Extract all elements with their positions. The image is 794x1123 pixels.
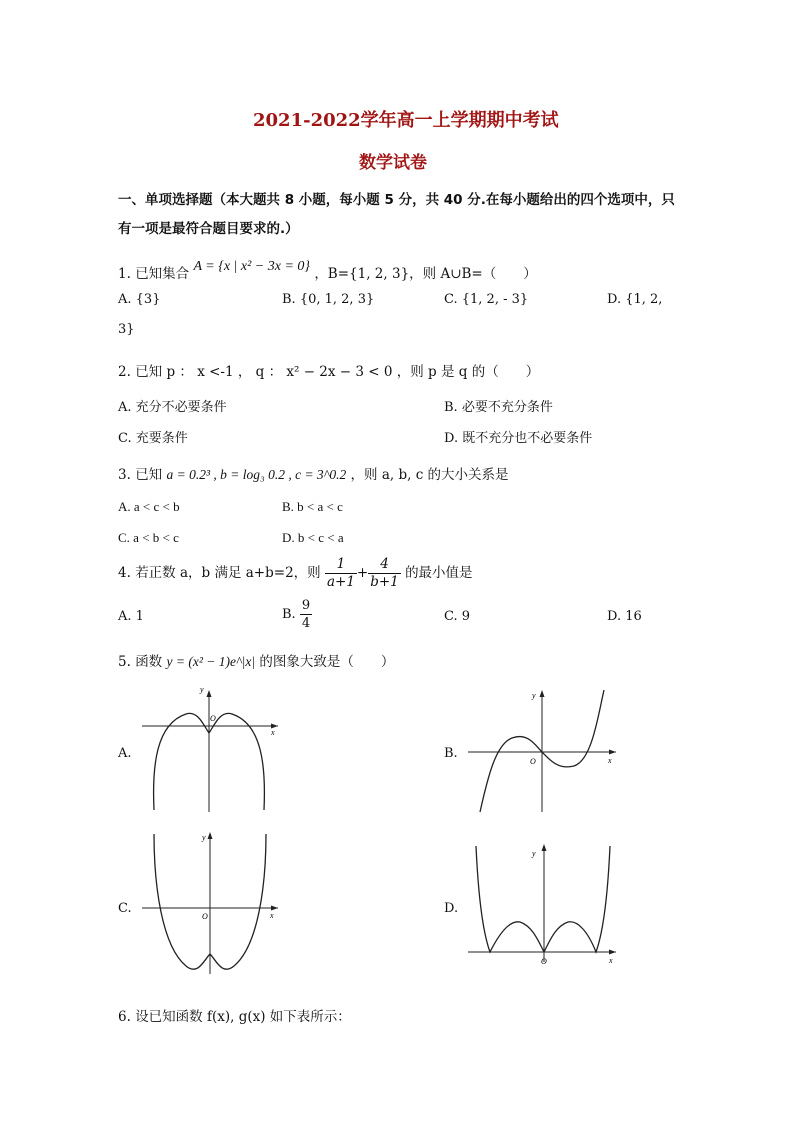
section-heading-line1: 一、单项选择题（本大题共 8 小题，每小题 5 分，共 40 分.在每小题给出的四个选项中，只 <box>118 192 675 208</box>
fraction-denominator: 4 <box>301 616 311 631</box>
option-a: A. 1 <box>118 609 144 624</box>
page-subtitle: 数学试卷 <box>359 153 427 173</box>
question-number: 1. <box>118 266 131 282</box>
option-d-continued: 3} <box>118 322 135 337</box>
graph-c <box>140 826 280 976</box>
fraction-numerator: 1 <box>325 556 357 574</box>
comparison-expression: a = 0.2³ , b = log₃ 0.2 , c = 3^0.2 <box>166 467 347 482</box>
fraction-2 <box>368 556 401 591</box>
origin-label: O <box>530 757 536 766</box>
option-d: D. 16 <box>607 609 642 624</box>
graph-d <box>466 840 618 964</box>
option-a: A. 充分不必要条件 <box>118 400 227 415</box>
function-expression: y = (x² − 1)e^|x| <box>166 654 256 669</box>
x-axis-arrow <box>609 950 616 955</box>
question-text: 已知 <box>135 467 163 483</box>
y-axis-label: y <box>200 686 204 694</box>
question-2 <box>118 360 539 380</box>
origin-label: O <box>210 714 216 723</box>
graph-label-a: A. <box>118 746 132 761</box>
option-b: B. {0, 1, 2, 3} <box>282 292 375 307</box>
fraction-1 <box>325 556 357 591</box>
option-b <box>282 597 312 632</box>
x-axis-label: x <box>270 911 274 920</box>
option-b: B. b < a < c <box>282 499 343 514</box>
page-title: 2021-2022学年高一上学期期中考试 <box>253 110 559 131</box>
y-axis-arrow <box>208 832 213 839</box>
option-c: C. {1, 2, - 3} <box>444 292 529 307</box>
question-text: ，则 a, b, c 的大小关系是 <box>350 467 509 483</box>
option-d: D. {1, 2, <box>607 292 663 307</box>
question-5 <box>118 650 394 670</box>
question-6 <box>118 1005 351 1025</box>
option-c: C. 9 <box>444 609 471 624</box>
option-b: B. 必要不充分条件 <box>444 400 553 415</box>
question-text: 已知 p ： x <-1 ， q ： x² − 2x − 3 < 0 ，则 p 是 q 的（ ） <box>135 364 540 380</box>
fraction-numerator: 9 <box>301 598 311 613</box>
x-axis-label: x <box>271 728 275 737</box>
option-a: A. {3} <box>118 292 161 307</box>
question-number: 4. <box>118 565 131 581</box>
y-axis-arrow <box>542 844 547 851</box>
question-3 <box>118 463 509 483</box>
set-a-expression: A = {x | x² − 3x = 0} <box>193 259 311 274</box>
y-axis-arrow <box>207 690 212 697</box>
option-label: B. <box>282 607 296 622</box>
x-axis-arrow <box>271 906 278 911</box>
x-axis-label: x <box>609 956 613 964</box>
curve <box>476 846 610 952</box>
graph-label-d: D. <box>444 901 459 916</box>
graph-label-c: C. <box>118 901 132 916</box>
x-axis-arrow <box>609 750 616 755</box>
plus-sign: + <box>356 565 369 581</box>
question-text: 设已知函数 f(x), g(x) 如下表所示： <box>135 1009 351 1025</box>
question-text: 函数 <box>135 654 163 670</box>
graph-label-b: B. <box>444 746 458 761</box>
question-text: 若正数 a，b 满足 a+b=2，则 <box>135 565 321 581</box>
question-text: 已知集合 <box>135 266 190 282</box>
question-4 <box>118 556 473 591</box>
option-c: C. 充要条件 <box>118 431 188 446</box>
question-text: 的最小值是 <box>405 565 473 581</box>
question-number: 3. <box>118 467 131 483</box>
fraction-denominator: a+1 <box>326 574 355 590</box>
question-text: 的图象大致是（ ） <box>259 654 395 670</box>
y-axis-label: y <box>202 833 206 842</box>
question-number: 2. <box>118 364 131 380</box>
question-1 <box>118 259 537 283</box>
question-number: 5. <box>118 654 131 670</box>
graph-a <box>140 686 280 814</box>
y-axis-label: y <box>532 691 536 700</box>
option-d: D. b < c < a <box>282 530 344 545</box>
fraction-denominator: b+1 <box>370 574 399 590</box>
x-axis-label: x <box>608 756 612 765</box>
origin-label: O <box>202 912 208 921</box>
section-heading-line2: 有一项是最符合题目要求的.） <box>118 221 299 237</box>
y-axis-arrow <box>540 690 545 697</box>
origin-label: O <box>541 957 547 964</box>
option-c: C. a < b < c <box>118 530 179 545</box>
fraction <box>300 597 312 632</box>
option-d: D. 既不充分也不必要条件 <box>444 431 593 446</box>
question-text: ，B={1, 2, 3}，则 A∪B=（ ） <box>314 266 537 282</box>
fraction-numerator: 4 <box>368 556 401 574</box>
graph-b <box>466 686 618 814</box>
y-axis-label: y <box>532 849 536 858</box>
option-a: A. a < c < b <box>118 499 180 514</box>
question-number: 6. <box>118 1009 131 1025</box>
